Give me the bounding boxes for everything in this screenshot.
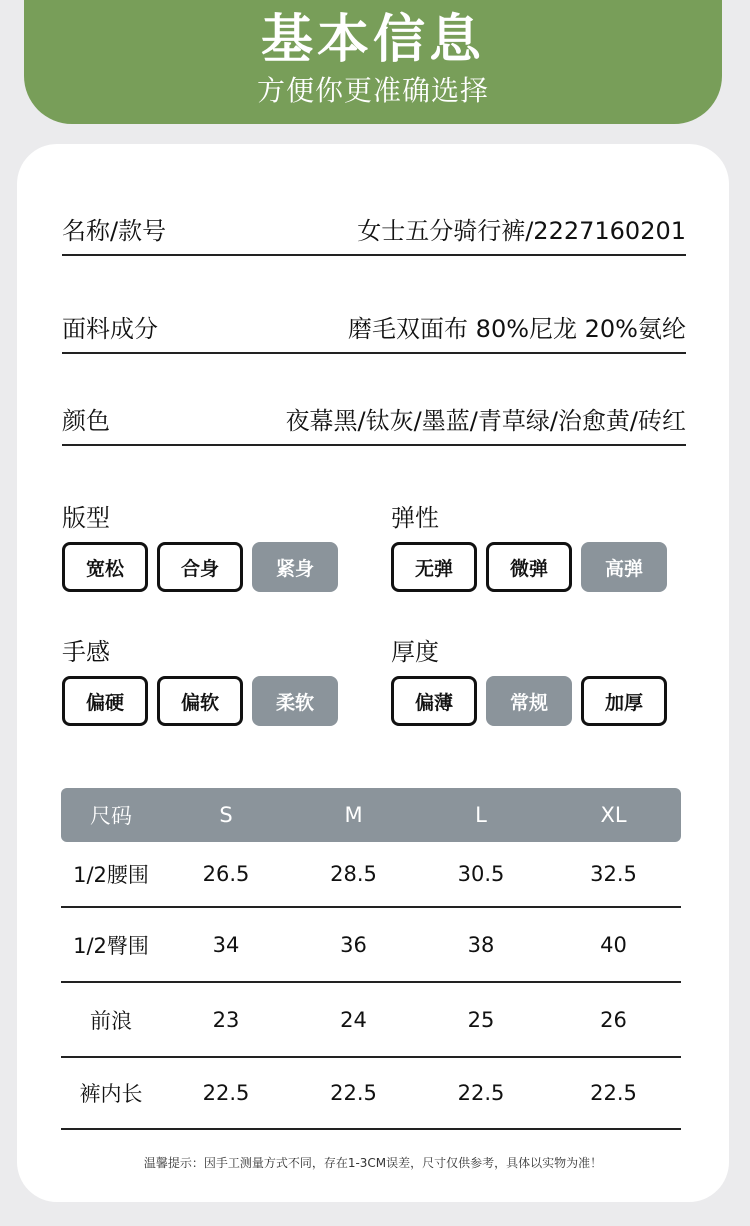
info-row-name [62, 206, 686, 256]
attr-label: 弹性 [391, 504, 439, 532]
measurement-note: 温馨提示：因手工测量方式不同，存在1-3CM误差，尺寸仅供参考，具体以实物为准！ [143, 1156, 603, 1170]
table-row [61, 1058, 681, 1130]
table-row [61, 983, 681, 1058]
header-size: 尺码 [90, 804, 132, 828]
page-title: 基本信息 [260, 10, 485, 70]
option-stiff[interactable]: 偏硬 [62, 676, 148, 726]
row-label: 裤内长 [79, 1082, 143, 1106]
option-thin[interactable]: 偏薄 [391, 676, 477, 726]
info-card [17, 144, 729, 1202]
cell: 24 [340, 1007, 367, 1032]
info-label: 面料成分 [62, 315, 158, 343]
cell: 22.5 [457, 1081, 505, 1105]
option-very-soft[interactable]: 柔软 [252, 676, 338, 726]
option-tight[interactable]: 紧身 [252, 542, 338, 592]
option-thick[interactable]: 加厚 [581, 676, 667, 726]
cell: 28.5 [330, 862, 377, 886]
size-table [61, 788, 681, 1130]
attr-fit [62, 500, 362, 592]
attr-label: 厚度 [391, 638, 439, 666]
attr-hand-feel [62, 634, 362, 726]
attr-thickness [391, 634, 691, 726]
header-l: L [475, 803, 487, 827]
header-banner [24, 0, 722, 124]
table-row [61, 842, 681, 908]
page-subtitle: 方便你更准确选择 [256, 74, 489, 107]
attr-label: 版型 [62, 504, 110, 532]
attr-label: 手感 [62, 638, 110, 666]
info-value: 磨毛双面布 80%尼龙 20%氨纶 [348, 315, 686, 343]
header-m: M [344, 803, 363, 827]
info-row-fabric [62, 304, 686, 354]
cell: 22.5 [202, 1081, 250, 1105]
cell: 22.5 [330, 1081, 377, 1105]
header-s: S [219, 803, 233, 827]
table-row [61, 908, 681, 983]
attr-elasticity [391, 500, 691, 592]
info-row-color [62, 396, 686, 446]
cell: 22.5 [590, 1081, 637, 1105]
option-soft[interactable]: 偏软 [157, 676, 243, 726]
cell: 32.5 [590, 862, 637, 886]
option-no-stretch[interactable]: 无弹 [391, 542, 477, 592]
cell: 26 [600, 1007, 627, 1032]
option-slight-stretch[interactable]: 微弹 [486, 542, 572, 592]
cell: 30.5 [457, 862, 505, 886]
option-high-stretch[interactable]: 高弹 [581, 542, 667, 592]
cell: 38 [467, 932, 495, 957]
row-label: 1/2腰围 [73, 863, 149, 887]
cell: 40 [600, 932, 627, 957]
info-label: 名称/款号 [62, 217, 167, 245]
cell: 34 [212, 932, 240, 957]
info-value: 夜幕黑/钛灰/墨蓝/青草绿/治愈黄/砖红 [285, 407, 686, 435]
cell: 23 [212, 1007, 240, 1032]
row-label: 1/2臀围 [73, 933, 149, 958]
cell: 25 [467, 1007, 495, 1032]
size-table-header [61, 788, 681, 842]
cell: 26.5 [202, 862, 250, 886]
info-label: 颜色 [62, 407, 110, 435]
row-label: 前浪 [90, 1008, 132, 1033]
header-xl: XL [600, 803, 627, 827]
cell: 36 [340, 932, 367, 957]
option-loose[interactable]: 宽松 [62, 542, 148, 592]
info-value: 女士五分骑行裤/2227160201 [357, 217, 686, 245]
option-normal[interactable]: 常规 [486, 676, 572, 726]
option-regular-fit[interactable]: 合身 [157, 542, 243, 592]
